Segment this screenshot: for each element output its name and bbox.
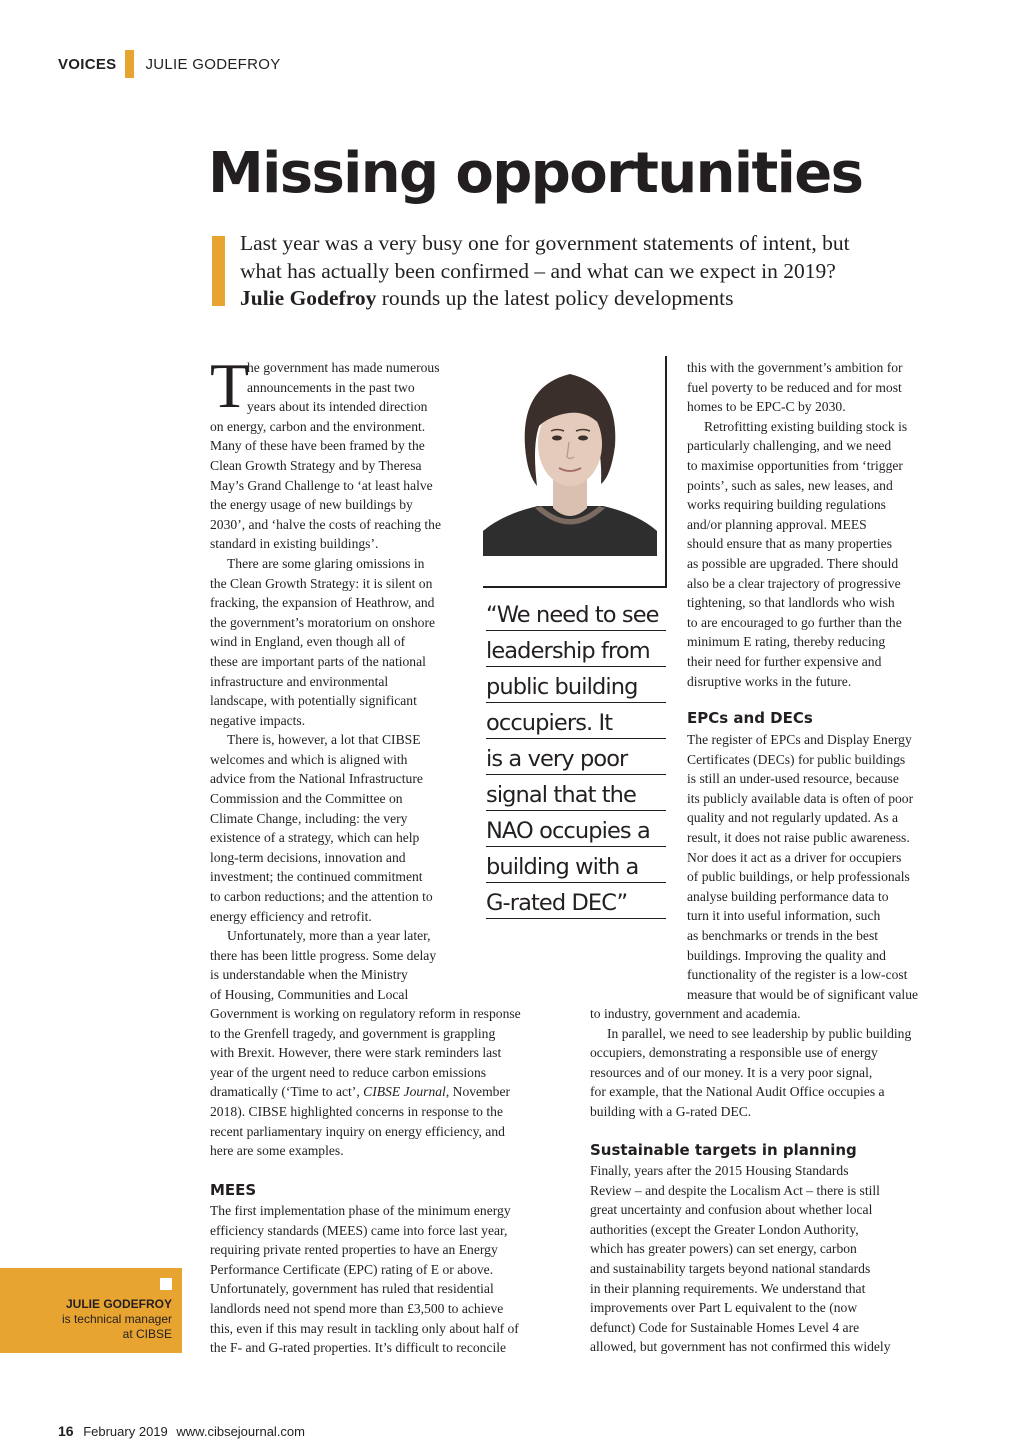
body-line: There are some glaring omissions in xyxy=(227,555,425,571)
body-line: landlords need not spend more than £3,500 to achieve xyxy=(210,1300,504,1316)
epcs-section-wide xyxy=(590,1004,950,1122)
pull-quote-line: “We need to see xyxy=(486,600,666,631)
body-line: the government’s moratorium on onshore xyxy=(210,614,436,630)
body-line: Certificates (DECs) for public buildings xyxy=(687,751,906,767)
body-line: The first implementation phase of the minimum energy xyxy=(210,1203,511,1218)
body-line: points’, such as sales, new leases, and xyxy=(687,477,893,493)
body-line: building with a G-rated DEC. xyxy=(590,1103,752,1119)
body-line: also be a clear trajectory of progressive xyxy=(687,575,901,591)
standfirst-line: what has actually been confirmed – and what can we expect in 2019? xyxy=(240,258,836,283)
body-line: works requiring building regulations xyxy=(687,497,886,513)
subheading-planning: Sustainable targets in planning xyxy=(590,1141,857,1159)
body-line: Climate Change, including: the very xyxy=(210,810,408,826)
body-line: existence of a strategy, which can help xyxy=(210,830,420,846)
body-line: analyse building performance data to xyxy=(687,888,889,904)
body-line: which has greater powers) can set energy, carbon xyxy=(590,1241,857,1257)
standfirst-accent-bar xyxy=(212,236,225,306)
body-line: and sustainability targets beyond national standards xyxy=(590,1260,871,1276)
body-line: defunct) Code for Sustainable Homes Level 4 are xyxy=(590,1319,860,1335)
body-line: this with the government’s ambition for xyxy=(687,360,903,375)
body-line: on energy, carbon and the environment. xyxy=(210,418,426,434)
author-photo xyxy=(483,356,657,556)
pull-quote xyxy=(486,600,666,924)
body-line: to industry, government and academia. xyxy=(590,1006,801,1021)
body-line: landscape, with potentially significant xyxy=(210,693,417,709)
standfirst-line xyxy=(240,285,940,313)
standfirst-line: Last year was a very busy one for government statements of intent, but xyxy=(240,231,850,255)
pull-quote-line: building with a xyxy=(486,852,666,883)
section-divider xyxy=(125,50,134,78)
body-line: measure that would be of significant value xyxy=(687,986,919,1002)
subheading-mees: MEES xyxy=(210,1181,257,1199)
body-line: quality and not regularly updated. As a xyxy=(687,810,899,826)
body-line: their need for further expensive and xyxy=(687,653,882,669)
body-line: energy efficiency and retrofit. xyxy=(210,908,372,924)
body-text: dramatically (‘Time to act’, xyxy=(210,1084,364,1100)
body-line: There is, however, a lot that CIBSE xyxy=(227,732,421,748)
body-line: infrastructure and environmental xyxy=(210,673,389,689)
pull-quote-line: signal that the xyxy=(486,780,666,811)
bio-role: is technical manager xyxy=(61,1312,172,1326)
body-line: negative impacts. xyxy=(210,712,306,728)
section-header xyxy=(58,50,281,78)
body-column-3 xyxy=(687,358,947,691)
body-line: the F- and G-rated properties. It’s difficult to reconcile xyxy=(210,1340,507,1356)
body-line: buildings. Improving the quality and xyxy=(687,947,886,963)
body-line: Retrofitting existing building stock is xyxy=(704,418,908,434)
section-label: VOICES xyxy=(58,55,117,73)
body-line: and/or planning approval. MEES xyxy=(687,516,867,532)
body-line: requiring private rented properties to have an Energy xyxy=(210,1242,498,1258)
body-line: this, even if this may result in tackling only about half of xyxy=(210,1320,519,1336)
body-line: 2030’, and ‘halve the costs of reaching the xyxy=(210,516,442,532)
square-icon xyxy=(160,1278,172,1290)
body-line: Review – and despite the Localism Act – there is still xyxy=(590,1182,880,1198)
body-line: fuel poverty to be reduced and for most xyxy=(687,379,902,395)
body-line: of Housing, Communities and Local xyxy=(210,987,409,1002)
epcs-section xyxy=(687,730,947,1004)
body-line: recent parliamentary inquiry on energy efficiency, and xyxy=(210,1123,505,1139)
body-line: to are encouraged to go further than the xyxy=(687,614,902,630)
body-line: fracking, the expansion of Heathrow, and xyxy=(210,595,435,611)
pull-quote-line: leadership from xyxy=(486,636,666,667)
body-column-1 xyxy=(210,358,480,1005)
pull-quote-line: NAO occupies a xyxy=(486,816,666,847)
body-line: tightening, so that landlords who wish xyxy=(687,595,895,611)
journal-title: CIBSE Journal xyxy=(363,1084,446,1100)
body-column-1-wide xyxy=(210,1004,570,1161)
body-line: Unfortunately, more than a year later, xyxy=(227,928,431,944)
body-line: disruptive works in the future. xyxy=(687,673,852,689)
body-line: to carbon reductions; and the attention to xyxy=(210,889,433,905)
body-line: Nor does it act as a driver for occupiers xyxy=(687,849,902,865)
body-line: Clean Growth Strategy and by Theresa xyxy=(210,457,422,473)
body-line: there has been little progress. Some delay xyxy=(210,947,437,963)
author-bio xyxy=(0,1268,182,1353)
issue-date: February 2019 xyxy=(83,1424,168,1439)
body-line: with Brexit. However, there were stark reminders last xyxy=(210,1045,502,1061)
body-line: here are some examples. xyxy=(210,1143,344,1159)
standfirst xyxy=(240,230,940,313)
author-tag: JULIE GODEFROY xyxy=(145,55,281,73)
body-line: should ensure that as many properties xyxy=(687,536,892,552)
website-link[interactable]: www.cibsejournal.com xyxy=(176,1424,305,1439)
body-line: resources and of our money. It is a very poor signal, xyxy=(590,1064,873,1080)
body-line: welcomes and which is aligned with xyxy=(210,751,408,767)
body-line: Many of these have been framed by the xyxy=(210,438,425,454)
body-line: May’s Grand Challenge to ‘at least halve xyxy=(210,477,433,493)
standfirst-author: Julie Godefroy xyxy=(240,286,377,310)
body-line: allowed, but government has not confirmed this widely xyxy=(590,1339,891,1355)
page-footer xyxy=(58,1423,305,1439)
body-line: announcements in the past two xyxy=(247,379,415,395)
body-line: the energy usage of new buildings by xyxy=(210,497,413,513)
body-line: authorities (except the Greater London Authority, xyxy=(590,1221,859,1237)
drop-cap: T xyxy=(210,350,250,421)
pull-quote-line: occupiers. It xyxy=(486,708,666,739)
planning-section xyxy=(590,1161,950,1357)
body-line: long-term decisions, innovation and xyxy=(210,849,406,865)
body-line: as benchmarks or trends in the best xyxy=(687,927,879,943)
body-line: Finally, years after the 2015 Housing Standards xyxy=(590,1163,849,1178)
bio-org: at CIBSE xyxy=(122,1327,172,1341)
body-line: Government is working on regulatory reform in response xyxy=(210,1006,521,1021)
body-line: in their planning requirements. We understand that xyxy=(590,1280,866,1296)
body-line: the Clean Growth Strategy: it is silent on xyxy=(210,575,433,591)
photo-frame xyxy=(483,356,667,588)
body-line: In parallel, we need to see leadership by public building xyxy=(607,1025,912,1041)
body-line: efficiency standards (MEES) came into force last year, xyxy=(210,1222,508,1238)
body-line: Performance Certificate (EPC) rating of E or above. xyxy=(210,1261,494,1277)
body-line: as possible are upgraded. There should xyxy=(687,555,899,571)
body-line: minimum E rating, thereby reducing xyxy=(687,634,886,650)
body-line: advice from the National Infrastructure xyxy=(210,771,423,787)
body-line: The register of EPCs and Display Energy xyxy=(687,732,912,747)
body-line: homes to be EPC-C by 2030. xyxy=(687,399,846,415)
body-line: to maximise opportunities from ‘trigger xyxy=(687,457,903,473)
body-line: 2018). CIBSE highlighted concerns in response to the xyxy=(210,1103,503,1119)
body-line: wind in England, even though all of xyxy=(210,634,406,650)
body-line: these are important parts of the national xyxy=(210,653,426,669)
body-line: of public buildings, or help professionals xyxy=(687,869,910,885)
body-line: functionality of the register is a low-cost xyxy=(687,967,908,983)
bio-name: JULIE GODEFROY xyxy=(65,1297,172,1311)
pull-quote-line: public building xyxy=(486,672,666,703)
mees-section xyxy=(210,1201,570,1358)
body-line: years about its intended direction xyxy=(247,399,428,415)
subheading-epcs: EPCs and DECs xyxy=(687,709,813,727)
body-line: is still an under-used resource, because xyxy=(687,771,899,787)
body-line: particularly challenging, and we need xyxy=(687,438,892,454)
body-line: he government has made numerous xyxy=(247,360,440,375)
body-line: occupiers, demonstrating a responsible use of energy xyxy=(590,1045,878,1061)
bio-text xyxy=(62,1297,172,1342)
body-line: investment; the continued commitment xyxy=(210,869,423,885)
body-line: is understandable when the Ministry xyxy=(210,967,408,983)
body-line: improvements over Part L equivalent to the (now xyxy=(590,1300,858,1316)
page-title: Missing opportunities xyxy=(208,141,863,206)
body-line: its publicly available data is often of poor xyxy=(687,790,914,806)
body-line: for example, that the National Audit Office occupies a xyxy=(590,1084,885,1100)
body-line: to the Grenfell tragedy, and government is grappling xyxy=(210,1025,496,1041)
body-line: Commission and the Committee on xyxy=(210,791,403,807)
body-text: , November xyxy=(445,1084,511,1100)
pull-quote-line: G-rated DEC” xyxy=(486,888,666,919)
body-line: great uncertainty and confusion about whether local xyxy=(590,1202,873,1218)
standfirst-rest: rounds up the latest policy developments xyxy=(376,286,734,310)
body-line: year of the urgent need to reduce carbon emissions xyxy=(210,1064,487,1080)
body-line: Unfortunately, government has ruled that residential xyxy=(210,1281,494,1297)
body-line: standard in existing buildings’. xyxy=(210,536,379,552)
page-number: 16 xyxy=(58,1423,74,1439)
body-line xyxy=(210,1082,570,1102)
pull-quote-line: is a very poor xyxy=(486,744,666,775)
body-line: result, it does not raise public awareness. xyxy=(687,829,910,845)
body-line: turn it into useful information, such xyxy=(687,908,881,924)
